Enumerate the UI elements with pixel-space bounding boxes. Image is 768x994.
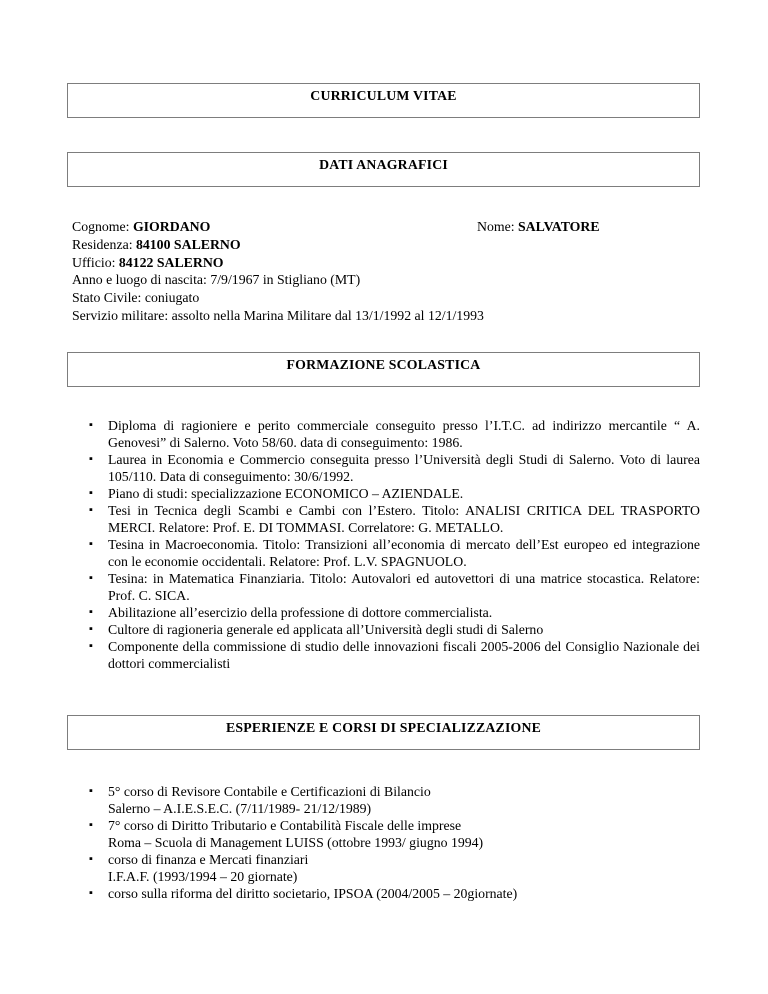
education-item-text: Diploma di ragioniere e perito commerciale conseguito presso l’I.T.C. ad indirizzo mercantile “ A. Genovesi” di Salerno. Voto 58/60. data di conseguimento: 1986. [108, 418, 700, 450]
surname-value: GIORDANO [132, 219, 211, 234]
experience-item-line: 5° corso di Revisore Contabile e Certificazioni di Bilancio [108, 784, 431, 799]
bullet-square-icon: ▪ [89, 538, 93, 550]
personal-line-office: Ufficio: 84122 SALERNO [72, 254, 224, 270]
residence-value: 84100 SALERNO [135, 236, 241, 252]
experience-item-line: 7° corso di Diritto Tributario e Contabilità Fiscale delle imprese [108, 818, 462, 833]
list-item [67, 851, 700, 885]
section-header-curriculum-vitae [67, 83, 700, 118]
list-item [67, 783, 700, 817]
bullet-square-icon: ▪ [89, 487, 93, 499]
office-value: 84122 SALERNO [118, 254, 224, 270]
section-title: ESPERIENZE E CORSI DI SPECIALIZZAZIONE [225, 720, 542, 735]
bullet-square-icon: ▪ [89, 623, 93, 635]
list-item [67, 451, 700, 485]
bullet-square-icon: ▪ [89, 572, 93, 584]
experience-item-line: corso sulla riforma del diritto societario, IPSOA (2004/2005 – 20giornate) [108, 886, 518, 901]
list-item [67, 604, 700, 621]
list-item [67, 502, 700, 536]
bullet-square-icon: ▪ [89, 453, 93, 465]
education-item-text: Tesina: in Matematica Finanziaria. Titolo: Autovalori ed autovettori di una matrice stocastica. Relatore: Prof. C. SICA. [108, 571, 700, 603]
bullet-square-icon: ▪ [89, 853, 93, 865]
education-item-text: Cultore di ragioneria generale ed applicata all’Università degli studi di Salerno [108, 622, 544, 637]
experience-list [67, 783, 700, 902]
list-item [67, 536, 700, 570]
education-item-text: Abilitazione all’esercizio della professione di dottore commercialista. [108, 605, 493, 620]
personal-line-marital-status: Stato Civile: coniugato [72, 290, 200, 306]
personal-line-military-service: Servizio militare: assolto nella Marina Militare dal 13/1/1992 al 12/1/1993 [72, 307, 484, 323]
list-item [67, 638, 700, 672]
bullet-square-icon: ▪ [89, 640, 93, 652]
list-item [67, 570, 700, 604]
personal-line-birth: Anno e luogo di nascita: 7/9/1967 in Stigliano (MT) [72, 272, 361, 288]
list-item [67, 417, 700, 451]
surname-field: Cognome: GIORDANO [72, 219, 211, 234]
bullet-square-icon: ▪ [89, 419, 93, 431]
personal-line-surname-name [72, 218, 712, 236]
experience-item-line: Salerno – A.I.E.S.E.C. (7/11/1989- 21/12/1989) [108, 801, 372, 816]
personal-line-residence: Residenza: 84100 SALERNO [72, 236, 241, 252]
education-item-text: Piano di studi: specializzazione ECONOMICO – AZIENDALE. [108, 486, 464, 501]
section-title: FORMAZIONE SCOLASTICA [286, 357, 481, 372]
list-item [67, 885, 700, 902]
list-item [67, 621, 700, 638]
list-item [67, 817, 700, 851]
section-header-esperienze [67, 715, 700, 750]
section-title: DATI ANAGRAFICI [319, 157, 448, 172]
bullet-square-icon: ▪ [89, 504, 93, 516]
section-header-formazione-scolastica [67, 352, 700, 387]
bullet-square-icon: ▪ [89, 785, 93, 797]
education-item-text: Tesina in Macroeconomia. Titolo: Transizioni all’economia di mercato dell’Est europeo ed integrazione con le economie occidentali. Relatore: Prof. L.V. SPAGNUOLO. [108, 537, 700, 569]
education-item-text: Laurea in Economia e Commercio conseguita presso l’Università degli Studi di Salerno. Voto di laurea 105/110. Data di conseguimento: 30/6/1992. [108, 452, 700, 484]
experience-item-line: Roma – Scuola di Management LUISS (ottobre 1993/ giugno 1994) [108, 835, 484, 850]
bullet-square-icon: ▪ [89, 819, 93, 831]
section-header-dati-anagrafici [67, 152, 700, 187]
bullet-square-icon: ▪ [89, 887, 93, 899]
education-list [67, 417, 700, 672]
experience-item-line: I.F.A.F. (1993/1994 – 20 giornate) [108, 869, 298, 884]
experience-item-line: corso di finanza e Mercati finanziari [108, 852, 309, 867]
bullet-square-icon: ▪ [89, 606, 93, 618]
list-item [67, 485, 700, 502]
personal-data-block [72, 218, 712, 325]
education-item-text: Tesi in Tecnica degli Scambi e Cambi con l’Estero. Titolo: ANALISI CRITICA DEL TRASPORTO MERCI. Relatore: Prof. E. DI TOMMASI. Correlatore: G. METALLO. [108, 503, 700, 535]
name-value: SALVATORE [518, 219, 600, 234]
education-item-text: Componente della commissione di studio delle innovazioni fiscali 2005-2006 del Consiglio Nazionale dei dottori commercialisti [108, 639, 700, 671]
name-field: Nome: SALVATORE [477, 219, 600, 234]
page-title: CURRICULUM VITAE [310, 88, 457, 103]
